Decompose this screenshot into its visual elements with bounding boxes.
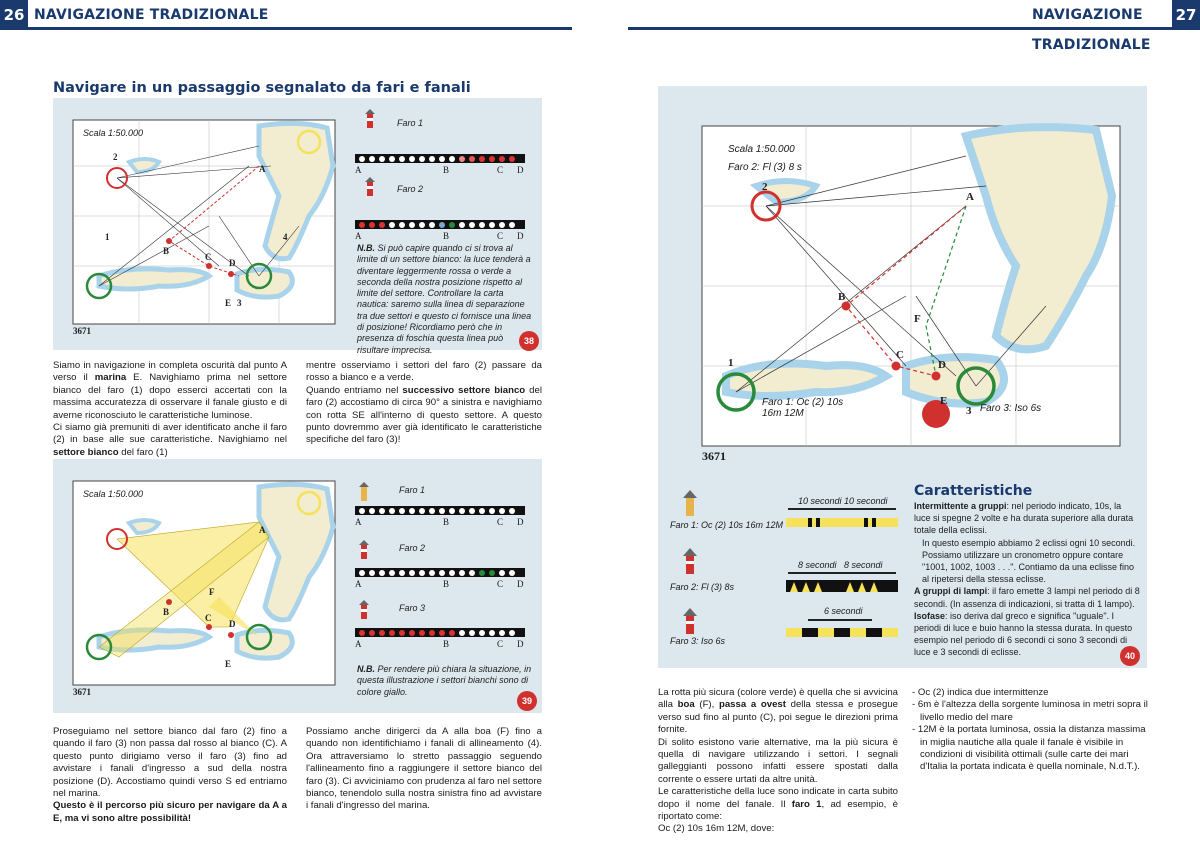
chart-number: 3671 <box>73 326 91 336</box>
faro2-period-ruler <box>788 572 896 574</box>
strip-letter-a: A <box>355 231 362 241</box>
faro1-period-ruler <box>788 508 896 510</box>
strip-letter-d: D <box>517 517 524 527</box>
faro2-pattern <box>786 580 898 592</box>
lighthouse-icon <box>355 481 373 503</box>
body-text-col1-a: Siamo in navigazione in completa oscurità dal punto A verso il marina E. Navighiamo prima nel settore bianco del faro (1) dopo esserci accertati con la massima accuratezza di osservare il fanale giusto e di averne riconosciuto le caratteristiche luminose. Ci siamo già premuniti di aver identificato anche il faro (2) in base alle sue caratteristiche. Navighiamo nel settore bianco del faro (1) <box>53 360 287 458</box>
body-text-right-col1: La rotta più sicura (colore verde) è quella che si avvicina alla boa (F), passa a ovest della stessa e prosegue verso sud fino al punto (C), poi segue le direzioni prima fornite. Di solito esistono varie alternative, ma la più sicura è quella di navigare utilizzando i settori. I segnali galleggianti possono infatti essere spostati dalla corrente o essere urtati da altre unità. Le caratteristiche della luce sono indicate in carta subito dopo il nome del fanale. Il faro 1, ad esempio, è riportato come: Oc (2) 10s 16m 12M, dove: <box>658 687 898 835</box>
page-number-left: 26 <box>0 0 28 30</box>
lighthouse-icon <box>678 546 702 576</box>
characteristics-title: Caratteristiche <box>914 483 1033 499</box>
svg-text:A: A <box>259 164 266 174</box>
strip-letter-a: A <box>355 517 362 527</box>
running-head-right: NAVIGAZIONE TRADIZIONALE <box>1032 7 1151 53</box>
chart-scale-label: Scala 1:50.000 <box>83 489 144 499</box>
svg-text:3: 3 <box>966 405 972 417</box>
body-text-col2-a: mentre osserviamo i settori del faro (2) passare da rosso a bianco e a verde. Quando entriamo nel successivo settore bianco del faro (2) accostiamo di circa 90° a sinistra e navighiamo con rotta SE all'interno di questo settore. A questo punto dovremmo aver già identificato le caratteristiche specifiche del faro (3)! <box>306 360 542 446</box>
faro2-char-label: Faro 2: Fl (3) 8s <box>670 582 735 592</box>
svg-text:1: 1 <box>728 357 734 369</box>
svg-text:B: B <box>163 246 170 256</box>
strip-letter-b: B <box>443 639 450 649</box>
strip-letter-c: C <box>497 517 504 527</box>
faro3-light-strip <box>355 628 525 637</box>
page-number-right: 27 <box>1172 0 1200 30</box>
figure-40 <box>658 86 1147 668</box>
body-text-col2-b: Possiamo anche dirigerci da A alla boa (F) fino a quando non identifichiamo i fanali di allineamento (4). Ora attraversiamo lo stretto passaggio seguendo l'allineamento fino a raggiungere il settore bianco del faro (3). Ci avviciniamo con prudenza al faro nel settore bianco, tenendolo sulla nostra sinistra fino ad avvistare i fanali d'ingresso del marina. <box>306 726 542 812</box>
six-seconds-label: 6 secondi <box>824 606 863 616</box>
svg-text:F: F <box>914 313 921 325</box>
lighthouse-icon <box>355 539 373 561</box>
faro3-char-label: Faro 3: Iso 6s <box>670 636 726 646</box>
strip-letter-d: D <box>517 639 524 649</box>
lighthouse-icon <box>361 108 379 130</box>
ten-seconds-label-2: 10 secondi <box>844 496 888 506</box>
lighthouse-icon <box>361 176 379 198</box>
figure-39 <box>53 459 542 713</box>
faro3-map-label: Faro 3: Iso 6s <box>980 403 1042 414</box>
body-text-col1-b: Proseguiamo nel settore bianco dal faro (2) fino a quando il faro (3) non passa dal rosso al bianco (C). A questo punto dirigiamo verso il faro (3) fino ad avvistare i fanali d'ingresso a sud della nostra posizione (D). Accostiamo quindi verso S ed entriamo nel marina. Questo è il percorso più sicuro per navigare da A a E, ma vi sono altre possibilità! <box>53 726 287 824</box>
svg-text:E: E <box>225 659 232 669</box>
faro2-light-strip <box>355 568 525 577</box>
svg-text:D: D <box>229 619 236 629</box>
faro2-label: Faro 2 <box>397 184 424 194</box>
list-item: - 6m è l'altezza della sorgente luminosa in metri sopra il livello medio del mare <box>912 699 1148 723</box>
svg-text:D: D <box>938 359 946 371</box>
svg-text:C: C <box>205 613 212 623</box>
strip-letter-a: A <box>355 579 362 589</box>
list-item: - Oc (2) indica due intermittenze <box>912 687 1049 698</box>
svg-text:A: A <box>966 191 974 203</box>
svg-text:1: 1 <box>105 232 110 242</box>
faro1-map-label: Faro 1: Oc (2) 10s 16m 12M <box>762 397 844 419</box>
svg-text:2: 2 <box>113 152 118 162</box>
figure-number-40: 40 <box>1120 646 1140 666</box>
faro2-map-label: Faro 2: Fl (3) 8 s <box>728 162 802 173</box>
strip-letter-b: B <box>443 231 450 241</box>
strip-letter-a: A <box>355 165 362 175</box>
strip-letter-d: D <box>517 165 524 175</box>
lighthouse-icon <box>355 599 373 621</box>
nautical-chart-39 <box>59 467 349 703</box>
lighthouse-icon <box>678 606 702 636</box>
svg-text:3: 3 <box>237 298 242 308</box>
svg-text:4: 4 <box>283 232 288 242</box>
eight-seconds-label-2: 8 secondi <box>844 560 883 570</box>
svg-text:2: 2 <box>762 181 768 193</box>
eight-seconds-label: 8 secondi <box>798 560 837 570</box>
svg-text:C: C <box>205 252 212 262</box>
list-item: - 12M è la portata luminosa, ossia la distanza massima in miglia nautiche alla quale il fanale è visibile in condizioni di visibilità ottimali (sulle carte dei mari d'Italia la portata indicata è quella nominale, N.d.T.). <box>912 724 1146 773</box>
lighthouse-icon <box>678 488 702 518</box>
running-head-left: NAVIGAZIONE TRADIZIONALE <box>34 7 269 23</box>
characteristics-text: Intermittente a gruppi: nel periodo indicato, 10s, la luce si spegne 2 volte e ha durata superiore alla durata totale della eclissi. In questo esempio abbiamo 2 eclissi ogni 10 secondi. Possiamo utilizzare un cronometro oppure contare "1001, 1002, 1003 . . .". Contiamo da una eclisse fino al ripetersi della stessa eclisse. A gruppi di lampi: il faro emette 3 lampi nel periodo di 8 secondi. (In assenza di indicazioni, si tratta di 1 lampo). Isofase: iso deriva dal greco e significa "uguale". I periodi di luce e buio hanno la stessa durata. In questo esempio nel periodo di 6 secondi ci sono 3 secondi di luce e 3 secondi di eclisse. <box>914 501 1140 658</box>
header-rule-left <box>0 27 572 30</box>
svg-text:E: E <box>225 298 232 308</box>
faro1-light-strip <box>355 154 525 163</box>
svg-text:D: D <box>229 258 236 268</box>
figure-number-38: 38 <box>519 331 539 351</box>
faro3-label: Faro 3 <box>399 603 426 613</box>
nautical-chart-38 <box>59 106 349 342</box>
strip-letter-b: B <box>443 165 450 175</box>
nb-note-38: N.B. Si può capire quando ci si trova al limite di un settore bianco: la luce tenderà a diventare leggermente rossa o verde a seconda della nostra posizione rispetto al limite del settore. Controllare la carta nautica: saremo sulla linea di separazione tra due settori e questo ci fornisce una linea di posizione! Ricordiamo però che in presenza di foschia questa linea può risultare imprecisa. <box>357 243 532 355</box>
strip-letter-c: C <box>497 231 504 241</box>
chart-scale-label: Scala 1:50.000 <box>83 128 144 138</box>
svg-text:B: B <box>838 291 846 303</box>
header-rule-right <box>628 27 1200 30</box>
svg-text:E: E <box>940 395 948 407</box>
svg-text:A: A <box>259 525 266 535</box>
chart-number: 3671 <box>73 687 91 697</box>
chart-scale-label: Scala 1:50.000 <box>728 144 795 155</box>
chart-number: 3671 <box>702 449 726 463</box>
faro1-pattern <box>786 518 898 527</box>
faro2-light-strip <box>355 220 525 229</box>
faro3-pattern <box>786 628 898 637</box>
faro1-label: Faro 1 <box>399 485 426 495</box>
nb-note-39: N.B. Per rendere più chiara la situazione, in questa illustrazione i settori bianchi sono di colore giallo. <box>357 664 532 697</box>
strip-letter-d: D <box>517 231 524 241</box>
figure-38 <box>53 98 542 355</box>
strip-letter-a: A <box>355 639 362 649</box>
ten-seconds-label: 10 secondi <box>798 496 842 506</box>
svg-text:C: C <box>896 349 904 361</box>
svg-text:F: F <box>209 587 215 597</box>
strip-letter-b: B <box>443 579 450 589</box>
section-title: Navigare in un passaggio segnalato da fari e fanali <box>53 80 471 96</box>
strip-letter-c: C <box>497 579 504 589</box>
faro1-label: Faro 1 <box>397 118 424 128</box>
svg-text:B: B <box>163 607 170 617</box>
faro1-char-label: Faro 1: Oc (2) 10s 16m 12M <box>670 520 784 530</box>
faro1-light-strip <box>355 506 525 515</box>
strip-letter-b: B <box>443 517 450 527</box>
faro3-period-ruler <box>808 619 872 621</box>
faro2-label: Faro 2 <box>399 543 426 553</box>
strip-letter-d: D <box>517 579 524 589</box>
figure-number-39: 39 <box>517 691 537 711</box>
body-text-right-col2 <box>912 687 1148 774</box>
strip-letter-c: C <box>497 165 504 175</box>
strip-letter-c: C <box>497 639 504 649</box>
